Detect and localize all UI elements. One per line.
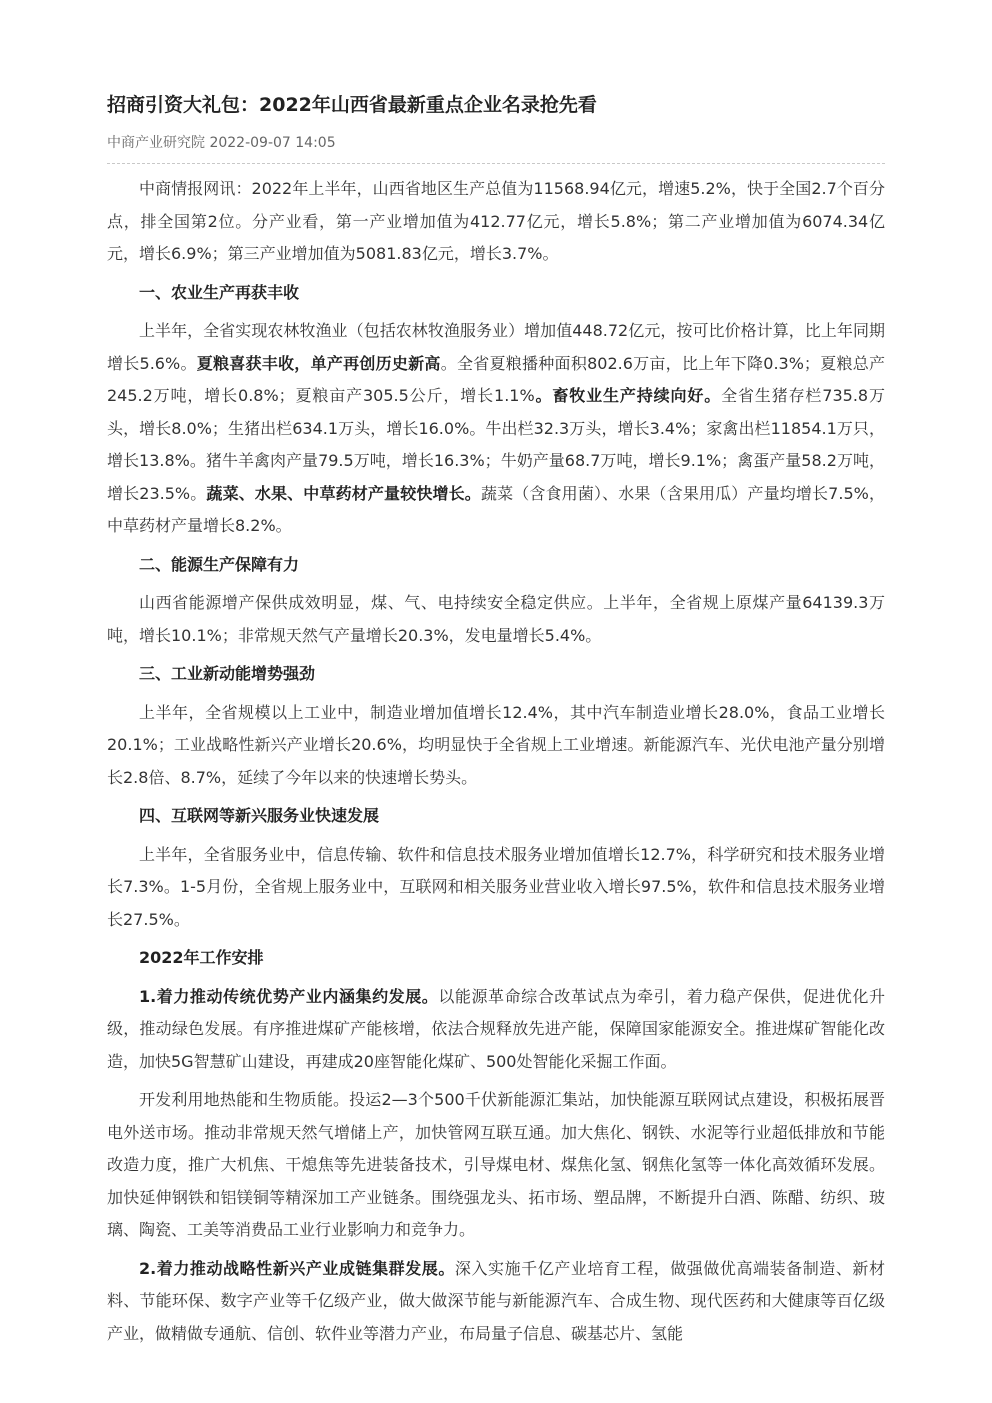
section-heading-industry: 三、工业新动能增势强劲	[139, 664, 316, 683]
article-title: 招商引资大礼包：2022年山西省最新重点企业名录抢先看	[107, 94, 597, 116]
paragraph-intro: 中商情报网讯：2022年上半年，山西省地区生产总值为11568.94亿元，增速5.2%，快于全国2.7个百分点，排全国第2位。分产业看，第一产业增加值为412.77亿元，增长5.8%；第二产业增加值为6074.34亿元，增长6.9%；第三产业增加值为5081.83亿元，增长3.7%。	[107, 179, 885, 263]
text-run: 上半年，全省实现农林牧渔业（包括农林牧渔服务业）增加值448.72亿元，按可比价格计算，比上年同期增长5.6%。	[107, 321, 885, 373]
paragraph-services: 上半年，全省服务业中，信息传输、软件和信息技术服务业增加值增长12.7%，科学研究和技术服务业增长7.3%。1-5月份，全省规上服务业中，互联网和相关服务业营业收入增长97.5%，软件和信息技术服务业增长27.5%。	[107, 844, 885, 929]
section-heading-work-plan: 2022年工作安排	[139, 948, 264, 967]
bold-run: 2.着力推动战略性新兴产业成链集群发展。	[139, 1258, 455, 1278]
paragraph-plan-1	[107, 981, 885, 1079]
article-meta: 中商产业研究院 2022-09-07 14:05	[107, 135, 336, 151]
section-heading-services: 四、互联网等新兴服务业快速发展	[139, 806, 380, 825]
text-run: 以能源革命综合改革试点为牵引，着力稳产保供，促进优化升级，推动绿色发展。有序推进煤矿产能核增，依法合规释放先进产能，保障国家能源安全。推进煤矿智能化改造，加快5G智慧矿山建设，再建成20座智能化煤矿、500处智能化采掘工作面。	[107, 986, 885, 1071]
paragraph-plan-1-cont: 开发利用地热能和生物质能。投运2—3个500千伏新能源汇集站，加快能源互联网试点建设，积极拓展晋电外送市场。推动非常规天然气增储上产，加快管网互联互通。加大焦化、钢铁、水泥等行业超低排放和节能改造力度，推广大机焦、干熄焦等先进装备技术，引导煤电材、煤焦化氢、钢焦化氢等一体化高效循环发展。加快延伸钢铁和铝镁铜等精深加工产业链条。围绕强龙头、拓市场、塑品牌，不断提升白酒、陈醋、纺织、玻璃、陶瓷、工美等消费品工业行业影响力和竞争力。	[107, 1090, 885, 1239]
divider	[107, 163, 885, 164]
section-heading-energy: 二、能源生产保障有力	[139, 554, 300, 574]
paragraph-industry: 上半年，全省规模以上工业中，制造业增加值增长12.4%，其中汽车制造业增长28.0%，食品工业增长20.1%；工业战略性新兴产业增长20.6%，均明显快于全省规上工业增速。新能源汽车、光伏电池产量分别增长2.8倍、8.7%，延续了今年以来的快速增长势头。	[107, 702, 885, 787]
bold-run: 蔬菜、水果、中草药材产量较快增长。	[206, 483, 481, 503]
text-run: 。全省夏粮播种面积802.6万亩，比上年下降0.3%；夏粮总产245.2万吨，增长0.8%；夏粮亩产305.5公斤，增长1.1%	[107, 353, 885, 405]
paragraph-energy: 山西省能源增产保供成效明显，煤、气、电持续安全稳定供应。上半年，全省规上原煤产量64139.3万吨，增长10.1%；非常规天然气产量增长20.3%，发电量增长5.4%。	[107, 593, 885, 645]
paragraph-agriculture	[107, 315, 885, 543]
bold-run: 。畜牧业生产持续向好。	[534, 386, 722, 405]
bold-run: 1.着力推动传统优势产业内涵集约发展。	[139, 986, 439, 1006]
text-run: 深入实施千亿产业培育工程，做强做优高端装备制造、新材料、节能环保、数字产业等千亿级产业，做大做深节能与新能源汽车、合成生物、现代医药和大健康等百亿级产业，做精做专通航、信创、软件业等潜力产业，布局量子信息、碳基芯片、氢能	[107, 1258, 885, 1343]
article	[107, 92, 885, 1350]
section-heading-agriculture: 一、农业生产再获丰收	[139, 282, 300, 302]
paragraph-plan-2	[107, 1253, 885, 1351]
text-run: 蔬菜（含食用菌）、水果（含果用瓜）产量均增长7.5%，中草药材产量增长8.2%。	[107, 483, 885, 535]
text-run: 全省生猪存栏735.8万头，增长8.0%；生猪出栏634.1万头，增长16.0%。牛出栏32.3万头，增长3.4%；家禽出栏11854.1万只，增长13.8%。猪牛羊禽肉产量79.5万吨，增长16.3%；牛奶产量68.7万吨，增长9.1%；禽蛋产量58.2万吨，增长23.5%。	[107, 386, 885, 503]
bold-run: 夏粮喜获丰收，单产再创历史新高	[196, 353, 441, 373]
